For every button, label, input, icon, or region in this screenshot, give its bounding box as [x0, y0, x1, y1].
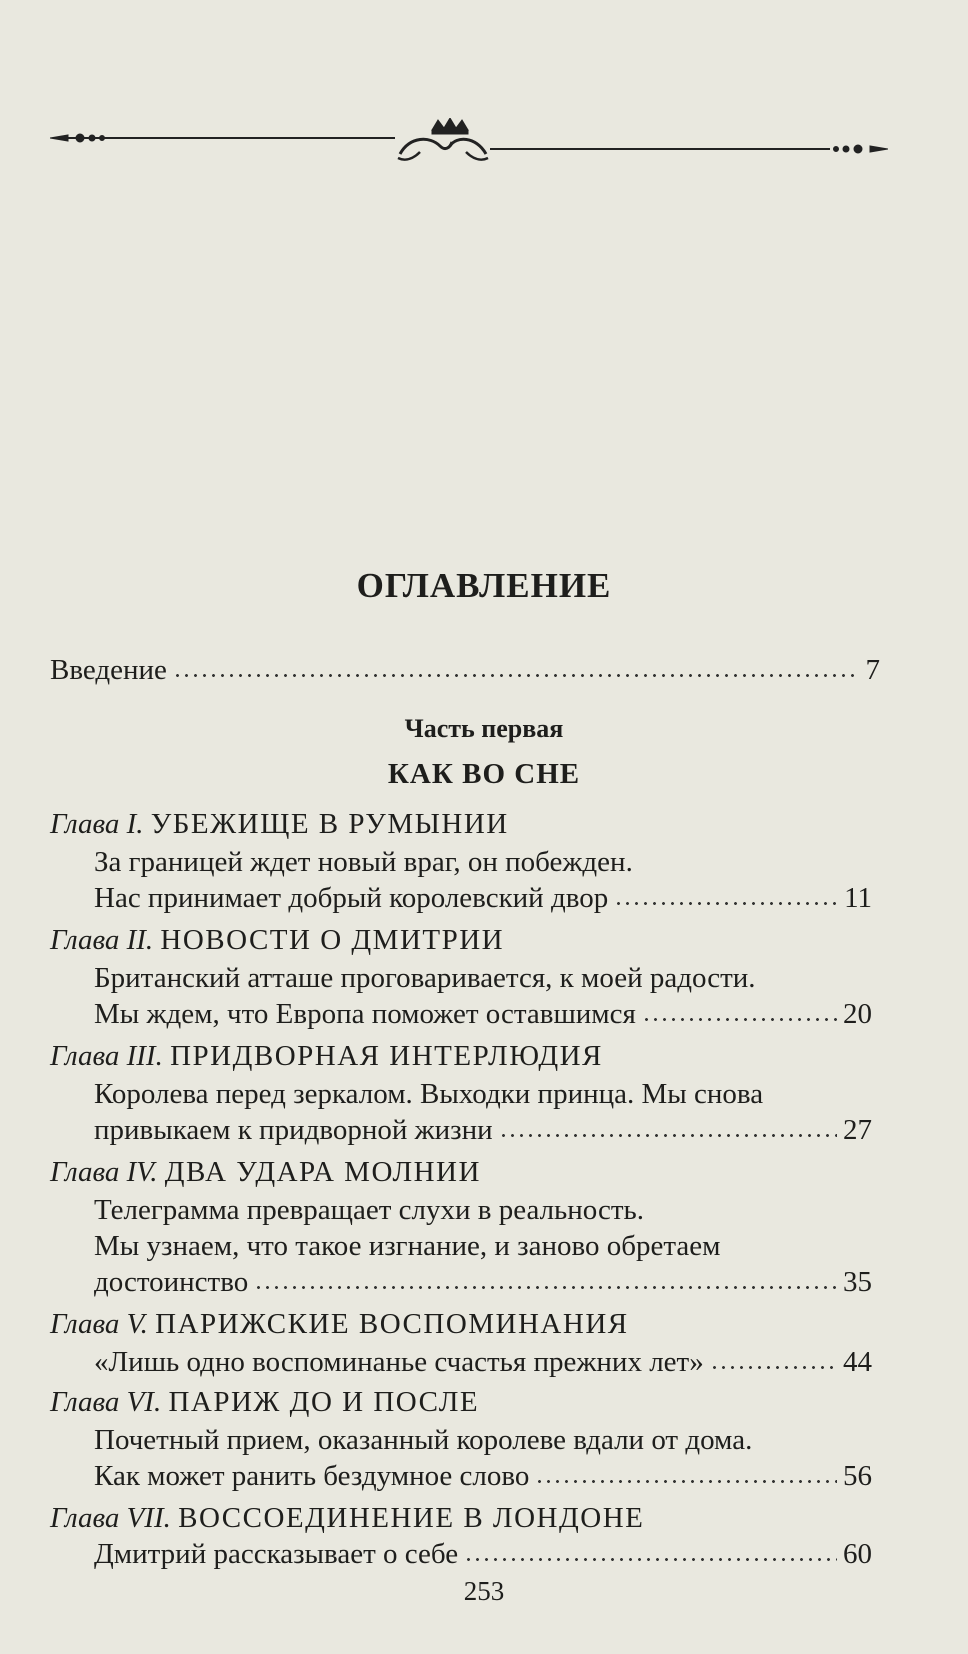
dot-leader	[464, 1554, 837, 1564]
toc-entry-chapter[interactable]	[94, 996, 872, 1032]
chapter-summary-line: Почетный прием, оказанный королеве вдали от дома.	[94, 1424, 753, 1456]
chapter-label: Глава I.	[50, 808, 144, 840]
page-number: 35	[843, 1266, 872, 1298]
chapter-heading[interactable]	[50, 1500, 644, 1536]
chapter-summary-line: Британский атташе проговаривается, к моей радости.	[94, 962, 756, 994]
chapter-label: Глава V.	[50, 1308, 148, 1340]
toc-entry-chapter[interactable]	[94, 1112, 872, 1148]
page-number: 44	[843, 1346, 872, 1378]
chapter-summary-line: За границей ждет новый враг, он побежден.	[94, 846, 633, 878]
chapter-title: ДВА УДАРА МОЛНИИ	[164, 1156, 481, 1188]
dot-leader	[499, 1130, 837, 1140]
page-number: 56	[843, 1460, 872, 1492]
chapter-title: ВОССОЕДИНЕНИЕ В ЛОНДОНЕ	[178, 1502, 645, 1534]
toc-entry-chapter[interactable]	[94, 1264, 872, 1300]
entry-label: Как может ранить бездумное слово	[94, 1460, 530, 1492]
page-number: 11	[844, 882, 872, 914]
chapter-title: ПРИДВОРНАЯ ИНТЕРЛЮДИЯ	[170, 1040, 603, 1072]
toc-entry-chapter[interactable]	[94, 1458, 872, 1494]
chapter-heading[interactable]	[50, 922, 504, 958]
chapter-label: Глава VII.	[50, 1502, 171, 1534]
part-title: КАК ВО СНЕ	[387, 758, 581, 790]
chapter-label: Глава VI.	[50, 1386, 162, 1418]
page-number: 20	[843, 998, 872, 1030]
chapter-heading[interactable]	[50, 1306, 629, 1342]
entry-label: Нас принимает добрый королевский двор	[94, 882, 609, 914]
page-folio: 253	[463, 1576, 505, 1606]
chapter-heading[interactable]	[50, 1154, 481, 1190]
page-number: 7	[865, 654, 880, 686]
chapter-summary-line: Королева перед зеркалом. Выходки принца. Мы снова	[94, 1078, 764, 1110]
chapter-title: НОВОСТИ О ДМИТРИИ	[160, 924, 505, 956]
chapter-heading[interactable]	[50, 1384, 479, 1420]
entry-label: Введение	[50, 654, 167, 686]
entry-label: Мы ждем, что Европа поможет оставшимся	[94, 998, 636, 1030]
dot-leader	[173, 670, 860, 680]
dot-leader	[642, 1014, 837, 1024]
chapter-summary-line: Телеграмма превращает слухи в реальность.	[94, 1194, 645, 1226]
chapter-title: ПАРИЖСКИЕ ВОСПОМИНАНИЯ	[155, 1308, 629, 1340]
dot-leader	[535, 1476, 837, 1486]
chapter-summary-line: Мы узнаем, что такое изгнание, и заново обретаем	[94, 1230, 721, 1262]
crown-ornament-divider-icon	[50, 118, 888, 178]
chapter-label: Глава IV.	[50, 1156, 158, 1188]
entry-label: достоинство	[94, 1266, 249, 1298]
chapter-title: УБЕЖИЩЕ В РУМЫНИИ	[150, 808, 509, 840]
chapter-heading[interactable]	[50, 1038, 603, 1074]
chapter-label: Глава III.	[50, 1040, 163, 1072]
toc-entry-chapter[interactable]	[94, 880, 872, 916]
toc-title: ОГЛАВЛЕНИЕ	[356, 566, 612, 605]
dot-leader	[710, 1362, 837, 1372]
chapter-heading[interactable]	[50, 806, 509, 842]
toc-entry-chapter[interactable]	[94, 1344, 872, 1380]
part-label: Часть первая	[404, 714, 564, 743]
entry-label: привыкаем к придворной жизни	[94, 1114, 493, 1146]
chapter-title: ПАРИЖ ДО И ПОСЛЕ	[168, 1386, 480, 1418]
chapter-label: Глава II.	[50, 924, 154, 956]
page-number: 60	[843, 1538, 872, 1570]
dot-leader	[614, 898, 838, 908]
dot-leader	[254, 1282, 837, 1292]
entry-label: Дмитрий рассказывает о себе	[94, 1538, 459, 1570]
toc-entry-introduction[interactable]	[50, 652, 880, 688]
entry-label: «Лишь одно воспоминанье счастья прежних лет»	[94, 1346, 704, 1378]
page-number: 27	[843, 1114, 872, 1146]
toc-entry-chapter[interactable]	[94, 1536, 872, 1572]
